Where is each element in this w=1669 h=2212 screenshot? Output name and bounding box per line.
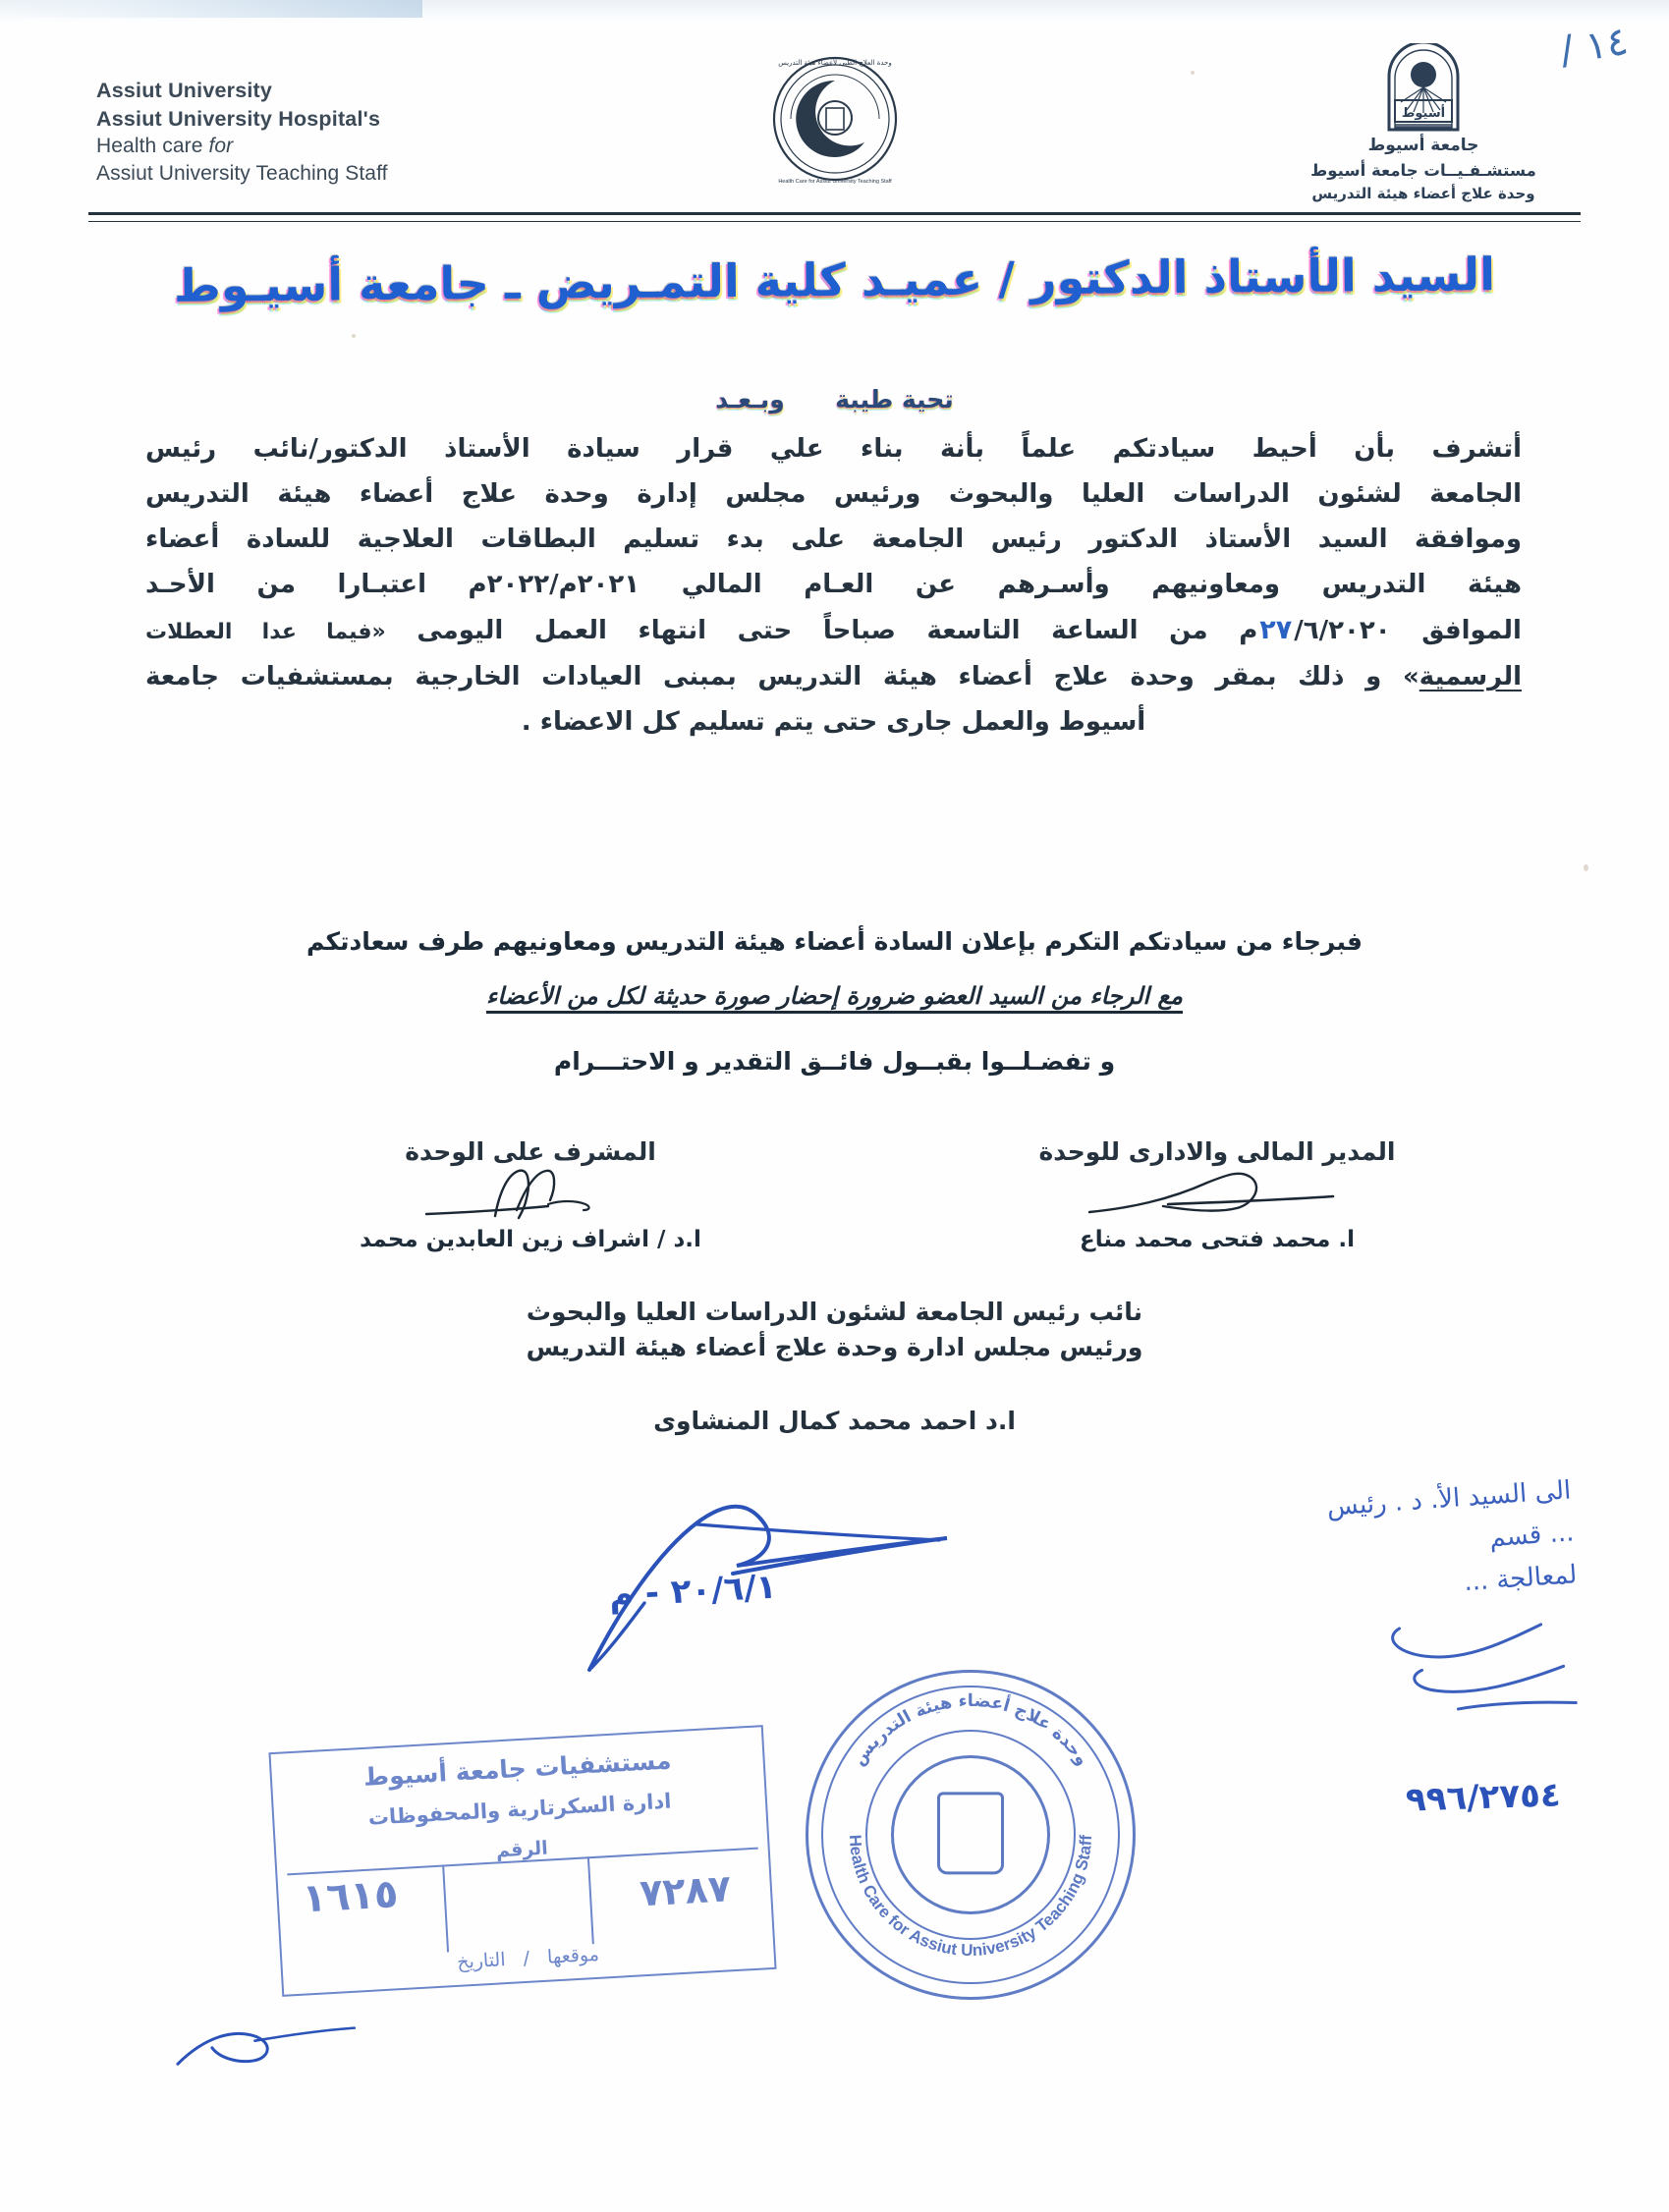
svg-text:وحدة العلاج الطبى لأعضاء هيئة: وحدة العلاج الطبى لأعضاء هيئة التدريس — [777, 59, 892, 67]
signature-title-left: المشرف على الوحدة — [405, 1137, 656, 1166]
emphasis-line-1: فبرجاء من سيادتكم التكرم بإعلان السادة أعضاء هيئة التدريس ومعاونيهم طرف سعادتكم — [306, 927, 1363, 956]
body-paragraph-2: الجامعة لشئون الدراسات العليا والبحوث ورئيس مجلس إدارة وحدة علاج أعضاء هيئة التدريس — [145, 479, 1522, 510]
body-paragraph-after-date — [145, 656, 1522, 697]
registry-stamp-number-right: ٧٢٨٧ — [639, 1866, 733, 1915]
handwritten-page-number — [1557, 19, 1632, 74]
scan-speck-1 — [1584, 864, 1588, 871]
letterhead-en-line1: Assiut University — [96, 79, 273, 102]
body-paragraph-1: أتشرف بأن أحيط سيادتكم علماً بأنة بناء علي قرار سيادة الأستاذ الدكتور/نائب رئيس — [145, 434, 1522, 464]
letterhead-english — [96, 77, 388, 188]
scan-speck-3 — [1191, 71, 1195, 75]
date-prefix: الموافق — [1421, 616, 1522, 646]
emphasis-line-2-underlined: مع الرجاء من السيد العضو ضرورة إحضار صورة حديثة لكل من الأعضاء — [485, 982, 1184, 1010]
authority-title-block — [0, 1295, 1669, 1364]
emphasis-line-3: و تفضـلــوا بقبــول فائــق التقدير و الاحتـــرام — [553, 1047, 1116, 1076]
date-quote-open: «فيما عدا العطلات — [145, 620, 386, 645]
registry-stamp-line1: مستشفيات جامعة أسيوط — [362, 1745, 673, 1792]
handwritten-signature-left-icon — [401, 1161, 676, 1226]
hand-note-line-3: لمعالجة ... — [1463, 1559, 1579, 1597]
signature-row — [147, 1137, 1522, 1304]
body-paragraph-3: وموافقة السيد الأستاذ الدكتور رئيس الجامعة على بدء تسليم البطاقات العلاجية للسادة أعضاء — [145, 525, 1522, 555]
after-date-rest: » و ذلك بمقر وحدة علاج أعضاء هيئة التدريس بمبنى العيادات الخارجية بمستشفيات جامعة — [145, 662, 1419, 692]
unit-seal-logo — [751, 45, 918, 196]
authority-name: ا.د احمد محمد كمال المنشاوى — [653, 1407, 1016, 1435]
round-stamp-curved-text — [808, 1673, 1133, 1997]
emphasis-line-2 — [138, 982, 1531, 1010]
greeting-part2: وبـعـد — [715, 385, 785, 414]
date-middle: من الساعة التاسعة صباحاً حتى انتهاء العمل اليومى — [417, 616, 1208, 646]
letterhead-en-line3-b: for — [208, 135, 234, 158]
handwritten-margin-note — [1178, 1469, 1591, 1800]
signature-name-left: ا.د / اشراف زين العابدين محمد — [360, 1227, 701, 1252]
underlined-word-rasmiya: الرسمية — [1419, 662, 1522, 692]
round-stamp-english-text: Health Care for Assiut University Teaching Staff — [845, 1834, 1096, 1961]
bottom-handwritten-signature-icon — [165, 2012, 365, 2084]
svg-text:Health Care for Assiut Univers — [846, 1834, 1095, 1960]
unit-round-stamp — [806, 1670, 1136, 2000]
university-logo-block — [1276, 43, 1571, 205]
letterhead-en-line3-a: Health care — [96, 135, 209, 158]
letterhead-en-line2: Assiut University Hospital's — [96, 106, 381, 131]
registry-rectangular-stamp — [268, 1725, 776, 1997]
letterhead-en-line3 — [96, 133, 388, 160]
registry-stamp-line3: الرقم — [495, 1837, 549, 1862]
header-divider-rule — [88, 212, 1581, 222]
signature-block-financial-admin — [1030, 1137, 1404, 1252]
authority-line-1: نائب رئيس الجامعة لشئون الدراسات العليا والبحوث — [526, 1298, 1143, 1326]
registry-stamp-label-left: التاريخ — [456, 1949, 507, 1973]
handwritten-signature-right-icon — [1070, 1161, 1364, 1224]
letterhead-en-line4: Assiut University Teaching Staff — [96, 162, 388, 186]
signature-date-handwritten: ٢٠/٦/١ - م — [608, 1567, 778, 1616]
date-rest: /٦/٢٠٢٠م — [1239, 616, 1391, 646]
scan-speck-2 — [352, 334, 356, 338]
body-date-line — [145, 609, 1522, 652]
registry-stamp-line2: ادارة السكرتارية والمحفوظات — [367, 1789, 672, 1830]
letterhead-arabic — [1276, 134, 1571, 205]
hand-note-line-1: الى السيد الأ. د . رئيس — [1325, 1475, 1573, 1522]
hand-note-scribble-icon — [1246, 1602, 1587, 1742]
health-care-unit-seal-icon — [761, 45, 909, 193]
registry-stamp-number-left: ١٦١٥ — [301, 1871, 400, 1922]
svg-text:وحدة علاج أعضاء هيئة التدريس — [849, 1691, 1091, 1770]
signature-block-unit-supervisor — [344, 1137, 717, 1252]
greeting-line — [0, 385, 1669, 414]
page-number-value: ١٤ / — [1556, 18, 1632, 75]
letter-body — [145, 428, 1522, 747]
svg-text:Health Care for Assiut Univers: Health Care for Assiut University Teaching Staff — [777, 179, 892, 185]
greeting-part1: تحية طيبة — [835, 385, 954, 414]
letterhead-ar-line2: مستشـفـيــات جامعة أسيوط — [1310, 160, 1536, 180]
handwritten-day: ٢٧ — [1259, 615, 1293, 646]
handwritten-reference-number: ٩٩٦/٢٧٥٤ — [1405, 1775, 1562, 1820]
letterhead-ar-line3: وحدة علاج أعضاء هيئة التدريس — [1311, 185, 1535, 203]
authority-line-2: ورئيس مجلس ادارة وحدة علاج أعضاء هيئة التدريس — [526, 1332, 1143, 1361]
registry-stamp-vdivider-1 — [442, 1864, 449, 1952]
letterhead — [0, 0, 1669, 232]
addressee-line: السيد الأستاذ الدكتور / عميـد كلية التمـريض ـ جامعة أسيـوط — [173, 248, 1496, 312]
body-closing-paragraph: أسيوط والعمل جارى حتى يتم تسليم كل الاعضاء . — [521, 707, 1146, 738]
registry-stamp-vdivider-2 — [587, 1856, 594, 1944]
registry-stamp-label-right: موقعها — [546, 1943, 600, 1968]
round-stamp-arabic-text: وحدة علاج أعضاء هيئة التدريس — [849, 1690, 1092, 1770]
signature-title-right: المدير المالى والادارى للوحدة — [1038, 1137, 1396, 1166]
assiut-university-logo-icon — [1381, 43, 1466, 134]
letterhead-ar-line1: جامعة أسيوط — [1367, 136, 1479, 155]
body-paragraph-4: هيئة التدريس ومعاونيهم وأسـرهم عن العـام المالي ٢٠٢١م/٢٠٢٢م اعتبـارا من الأحـد — [145, 570, 1522, 600]
hand-note-line-2: ... قسم — [1488, 1518, 1576, 1554]
signature-name-right: ا. محمد فتحى محمد مناع — [1080, 1227, 1355, 1252]
registry-stamp-footer: موقعها / التاريخ — [456, 1943, 600, 1973]
svg-text:أسيوط: أسيوط — [1401, 106, 1446, 121]
